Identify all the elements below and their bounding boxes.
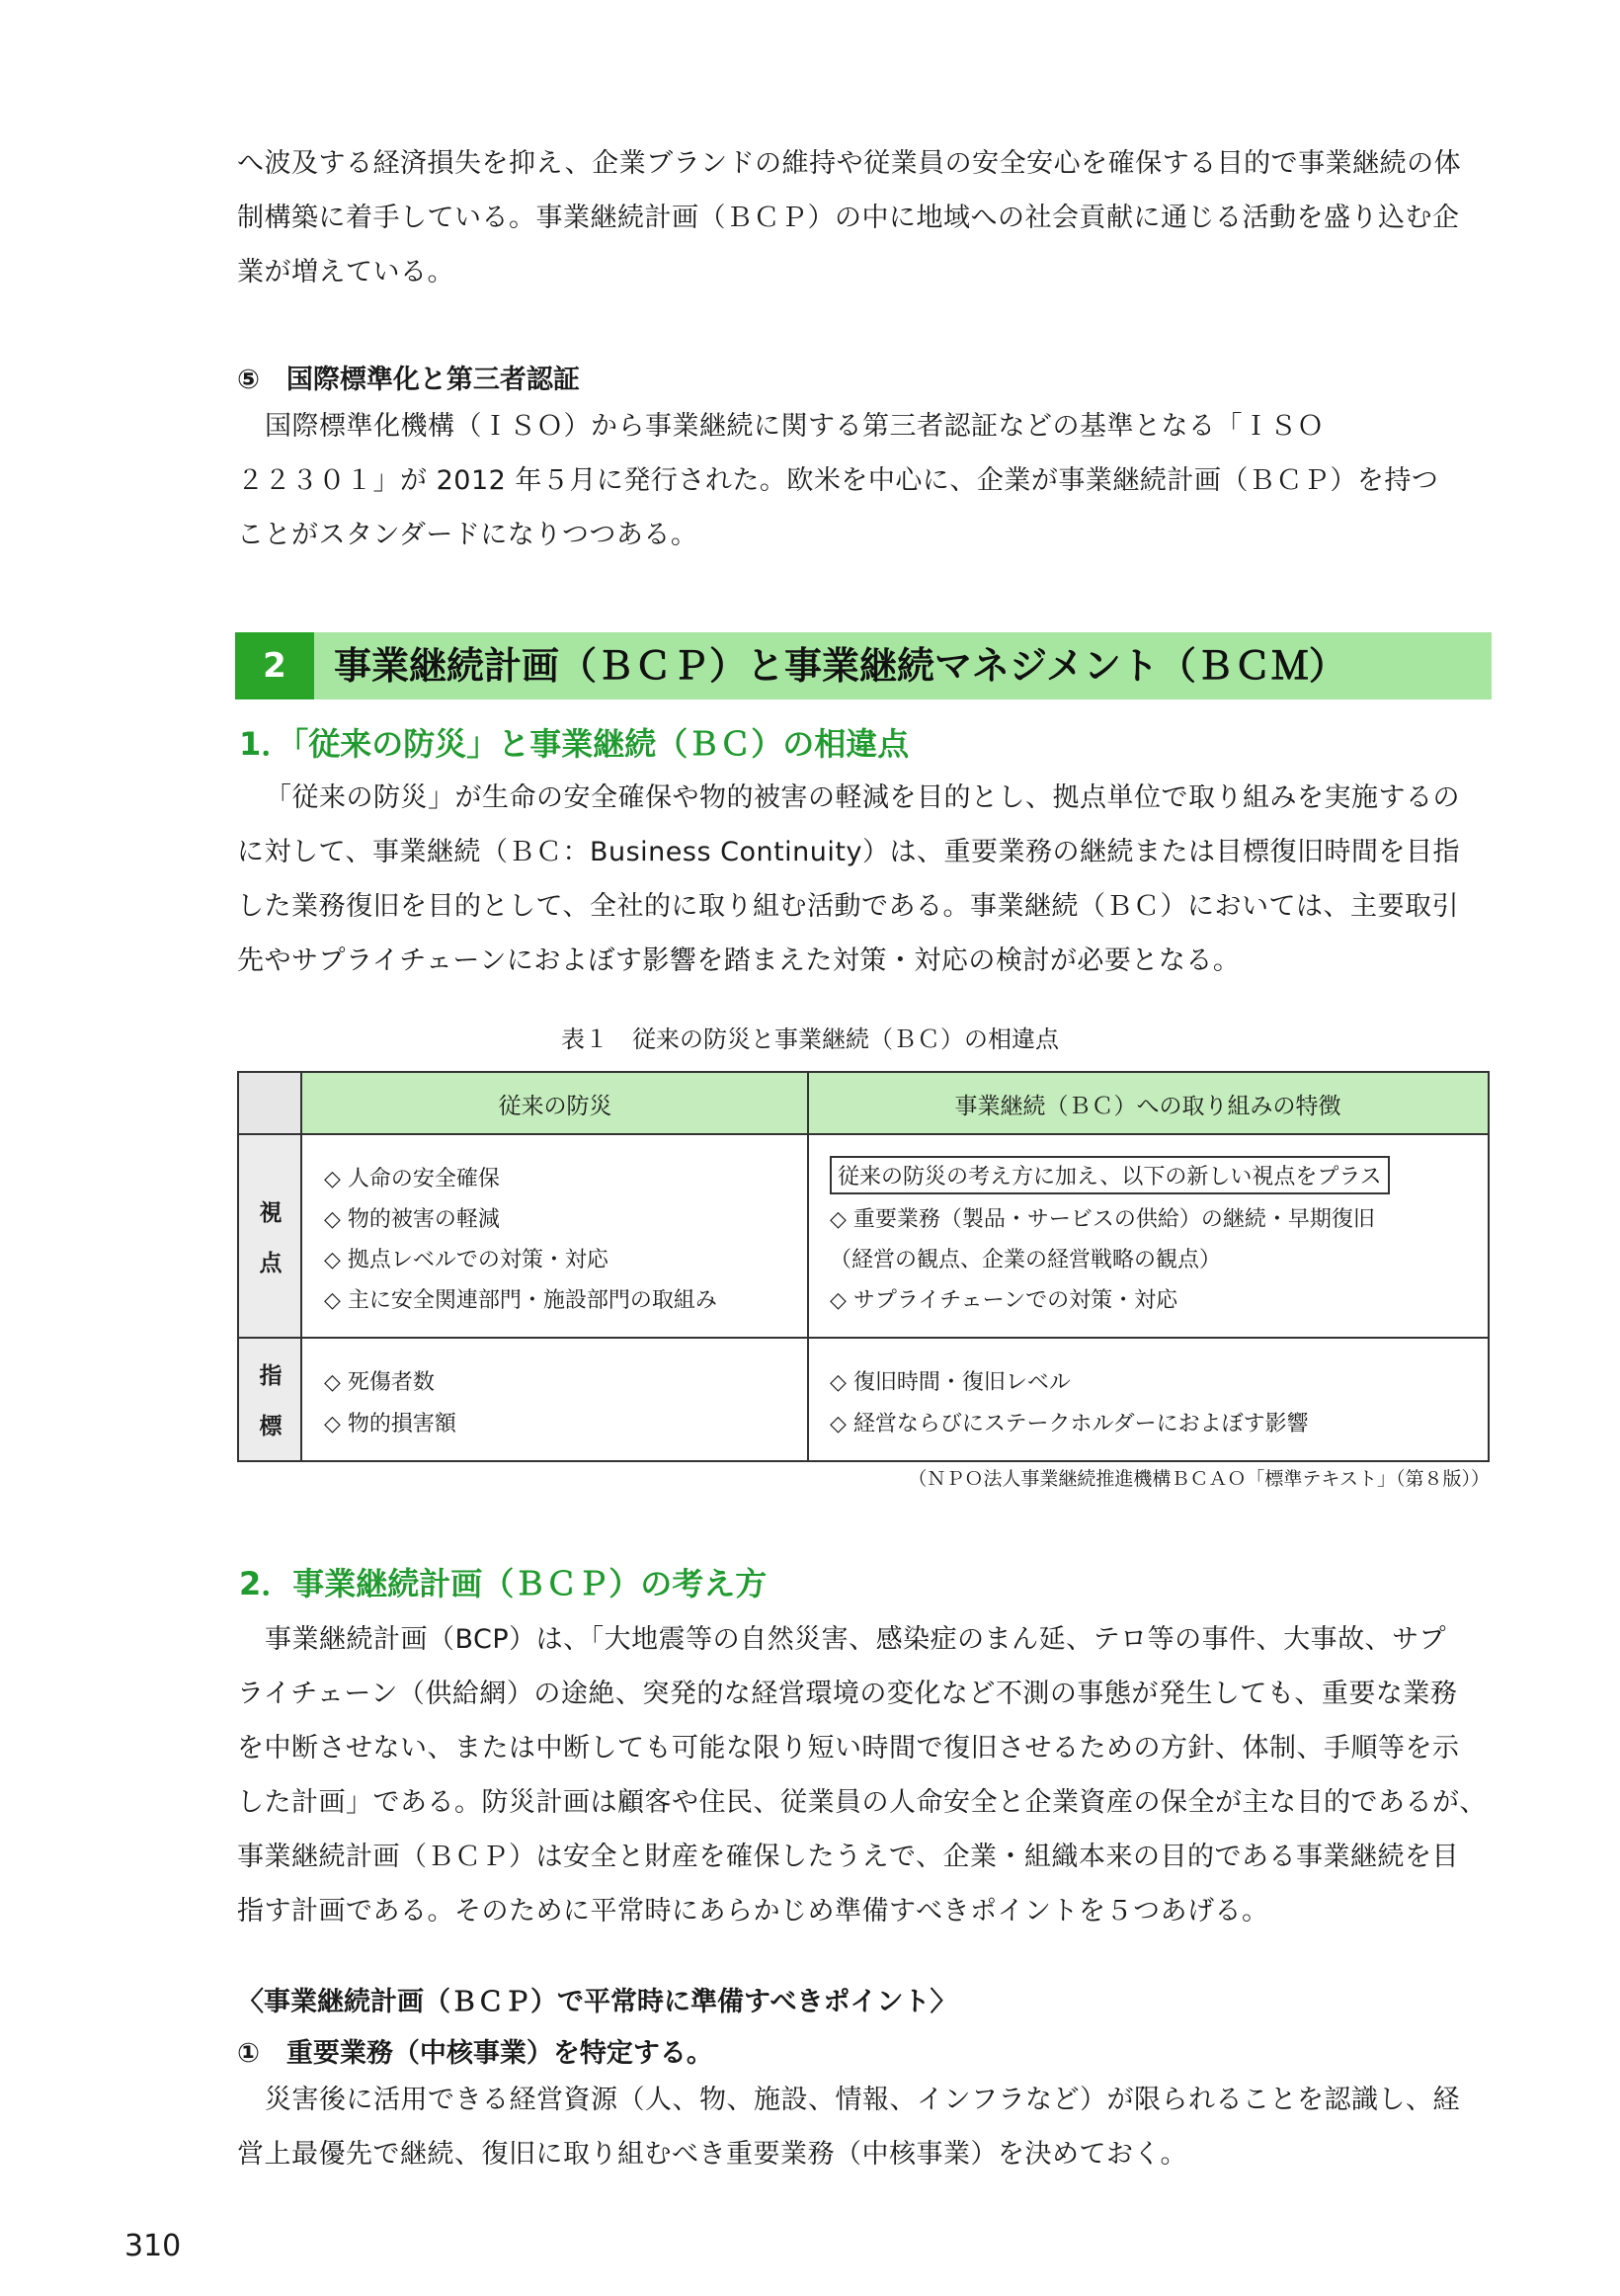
table-cell-item: ◇ 復旧時間・復旧レベル: [830, 1370, 1071, 1395]
subsection-paragraph: [237, 771, 1490, 988]
table-cell-boxed-note: 従来の防災の考え方に加え、以下の新しい視点をプラス: [830, 1156, 1390, 1194]
text-line: 災害後に活用できる経営資源（人、物、施設、情報、インフラなど）が限られることを認識し、経: [265, 2085, 1460, 2115]
table-cell-item: ◇ 拠点レベルでの対策・対応: [324, 1248, 608, 1272]
comparison-table: [237, 1071, 1490, 1462]
text-line: を中断させない、または中断しても可能な限り短い時間で復旧させるための方針、体制、手順等を示: [237, 1733, 1460, 1763]
points-heading: 〈事業継続計画（ＢＣＰ）で平常時に準備すべきポイント〉: [237, 1987, 957, 2017]
table-header-cell: 事業継続（ＢＣ）への取り組みの特徴: [808, 1073, 1488, 1134]
table-cell-item: ◇ 物的被害の軽減: [324, 1207, 500, 1232]
table-header-cell: 従来の防災: [302, 1073, 808, 1134]
point-item-paragraph: [237, 2073, 1490, 2181]
intro-paragraph: [237, 136, 1490, 299]
text-line: 営上最優先で継続、復旧に取り組むべき重要業務（中核事業）を決めておく。: [237, 2139, 1187, 2170]
row-label-char: 視: [259, 1200, 283, 1226]
section-heading-bar: [235, 632, 1492, 699]
table-source-note: （ＮＰＯ法人事業継続推進機構ＢＣＡＯ「標準テキスト」（第８版））: [908, 1468, 1490, 1490]
table-cell-item: ◇ 人命の安全確保: [324, 1167, 500, 1191]
subsection-paragraph: [237, 1612, 1490, 1938]
text-line: した計画」である。防災計画は顧客や住民、従業員の人命安全と企業資産の保全が主な目的であるが、: [237, 1787, 1487, 1818]
text-line: へ波及する経済損失を抑え、企業ブランドの維持や従業員の安全安心を確保する目的で事業継続の体: [237, 148, 1462, 179]
table-divider: [807, 1073, 809, 1460]
text-line: ことがスタンダードになりつつある。: [237, 520, 698, 550]
text-line: 事業継続計画（ＢＣＰ）は安全と財産を確保したうえで、企業・組織本来の目的である事業継続を目: [237, 1842, 1459, 1872]
text-line: ライチェーン（供給網）の途絶、突発的な経営環境の変化など不測の事態が発生しても、重要な業務: [237, 1679, 1458, 1709]
row-label-char: 点: [259, 1251, 283, 1276]
page-number: 310: [124, 2229, 182, 2263]
table-cell-item: ◇ サプライチェーンでの対策・対応: [830, 1288, 1178, 1313]
table-cell-item: ◇ 死傷者数: [324, 1370, 435, 1395]
table-cell-item: （経営の観点、企業の経営戦略の観点）: [830, 1248, 1222, 1272]
table-corner-cell: [239, 1073, 302, 1134]
text-line: 事業継続計画（BCP）は、「大地震等の自然災害、感染症のまん延、テロ等の事件、大事故、サプ: [265, 1624, 1447, 1655]
section-number: 2: [235, 632, 314, 699]
section-title: 事業継続計画（ＢＣＰ）と事業継続マネジメント（ＢＣＭ）: [334, 644, 1346, 688]
point-item-heading: ① 重要業務（中核事業）を特定する。: [237, 2038, 713, 2069]
row-label-char: 標: [259, 1414, 283, 1439]
table-cell-item: ◇ 重要業務（製品・サービスの供給）の継続・早期復旧: [830, 1207, 1375, 1232]
iso-paragraph: [237, 399, 1490, 562]
text-line: 国際標準化機構（ＩＳＯ）から事業継続に関する第三者認証などの基準となる「ＩＳＯ: [265, 411, 1325, 442]
text-line: 業が増えている。: [237, 257, 454, 287]
table-divider: [239, 1337, 1488, 1339]
subsection-heading: 2．事業継続計画（ＢＣＰ）の考え方: [239, 1565, 768, 1602]
table-row-label: [239, 1338, 302, 1460]
text-line: 「従来の防災」が生命の安全確保や物的被害の軽減を目的とし、拠点単位で取り組みを実施するの: [265, 782, 1460, 813]
table-divider: [300, 1073, 302, 1460]
row-label-char: 指: [259, 1363, 283, 1389]
text-line: に対して、事業継続（ＢＣ：Business Continuity）は、重要業務の継続または目標復旧時間を目指: [237, 837, 1460, 867]
subsection-heading: 1．「従来の防災」と事業継続（ＢＣ）の相違点: [239, 725, 910, 763]
text-line: 先やサプライチェーンにおよぼす影響を踏まえた対策・対応の検討が必要となる。: [237, 945, 1241, 976]
text-line: 指す計画である。そのために平常時にあらかじめ準備すべきポイントを５つあげる。: [237, 1896, 1269, 1927]
table-caption: 表１ 従来の防災と事業継続（ＢＣ）の相違点: [561, 1025, 1059, 1053]
table-cell-item: ◇ 経営ならびにステークホルダーにおよぼす影響: [830, 1412, 1309, 1436]
table-row-label: [239, 1134, 302, 1338]
table-cell-item: ◇ 主に安全関連部門・施設部門の取組み: [324, 1288, 717, 1313]
table-divider: [239, 1133, 1488, 1135]
text-line: 制構築に着手している。事業継続計画（ＢＣＰ）の中に地域への社会貢献に通じる活動を盛り込む企: [237, 203, 1460, 233]
iso-heading: ⑤ 国際標準化と第三者認証: [237, 365, 580, 395]
text-line: ２２３０１」が 2012 年５月に発行された。欧米を中心に、企業が事業継続計画（ＢＣＰ）を持つ: [237, 465, 1439, 496]
table-cell-item: ◇ 物的損害額: [324, 1412, 456, 1436]
text-line: した業務復旧を目的として、全社的に取り組む活動である。事業継続（ＢＣ）においては、主要取引: [237, 891, 1459, 922]
